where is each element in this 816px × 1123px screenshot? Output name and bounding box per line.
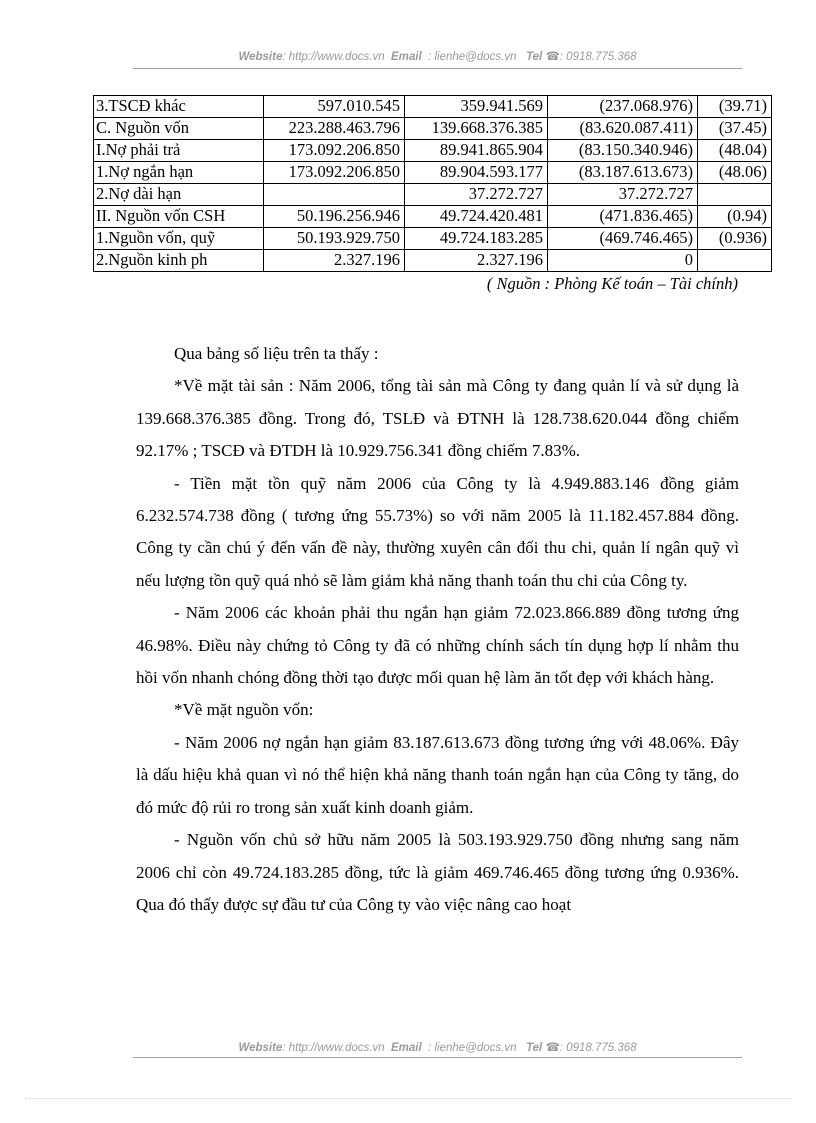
body-text — [136, 338, 739, 921]
table-cell: 89.904.593.177 — [405, 162, 548, 184]
table-cell: 597.010.545 — [264, 96, 405, 118]
table-cell: (37.45) — [698, 118, 772, 140]
row-label: 2.Nợ dài hạn — [94, 184, 264, 206]
table-cell: 89.941.865.904 — [405, 140, 548, 162]
paragraph: - Năm 2006 các khoản phải thu ngắn hạn giảm 72.023.866.889 đồng tương ứng 46.98%. Điều này chứng tỏ Công ty đã có những chính sách tín dụng hợp lí nhằm thu hồi vốn nhanh chóng đồng thời tạo được mối quan hệ làm ăn tốt đẹp với khách hàng. — [136, 603, 739, 688]
table-cell: 37.272.727 — [405, 184, 548, 206]
paragraph: Qua bảng số liệu trên ta thấy : — [174, 344, 379, 363]
email-label: Email — [391, 51, 422, 63]
table-cell: (469.746.465) — [548, 228, 698, 250]
website-label: Website — [238, 1042, 283, 1054]
tel-value: : 0918.775.368 — [559, 51, 637, 63]
paragraph: - Năm 2006 nợ ngắn hạn giảm 83.187.613.673 đồng tương ứng với 48.06%. Đây là dấu hiệu khả quan vì nó thể hiện khả năng thanh toán ngắn hạn của Công ty tăng, do đó mức độ rủi ro trong sản xuất kinh doanh giảm. — [136, 732, 739, 817]
table-cell: 0 — [548, 250, 698, 272]
phone-icon: ☎ — [545, 51, 560, 63]
table-row — [94, 206, 772, 228]
table-row — [94, 162, 772, 184]
table-cell: (83.187.613.673) — [548, 162, 698, 184]
tel-value: : 0918.775.368 — [559, 1042, 637, 1054]
row-label: 1.Nguồn vốn, quỹ — [94, 228, 264, 250]
table-cell: 49.724.420.481 — [405, 206, 548, 228]
table-cell: 2.327.196 — [264, 250, 405, 272]
page-header — [133, 49, 742, 63]
table-row — [94, 96, 772, 118]
email-value[interactable]: : lienhe@docs.vn — [428, 51, 517, 63]
tel-label: Tel — [526, 51, 543, 63]
table-cell: 359.941.569 — [405, 96, 548, 118]
table-cell: 49.724.183.285 — [405, 228, 548, 250]
table-cell — [698, 250, 772, 272]
table-cell: (83.150.340.946) — [548, 140, 698, 162]
row-label: 2.Nguồn kinh ph — [94, 250, 264, 272]
table-cell: 223.288.463.796 — [264, 118, 405, 140]
row-label: 1.Nợ ngắn hạn — [94, 162, 264, 184]
website-value[interactable]: : http://www.docs.vn — [282, 51, 385, 63]
table-cell: 139.668.376.385 — [405, 118, 548, 140]
email-label: Email — [391, 1042, 422, 1054]
table-cell: 173.092.206.850 — [264, 140, 405, 162]
page-edge-dotted-line — [25, 1098, 791, 1099]
table-row — [94, 250, 772, 272]
footer-divider — [133, 1057, 742, 1058]
table-cell: (0.936) — [698, 228, 772, 250]
paragraph: - Nguồn vốn chủ sở hữu năm 2005 là 503.193.929.750 đồng nhưng sang năm 2006 chỉ còn 49.724.183.285 đồng, tức là giảm 469.746.465 đồng tương ứng 0.936%. Qua đó thấy được sự đầu tư của Công ty vào việc nâng cao hoạt — [136, 830, 739, 914]
table-cell: 37.272.727 — [548, 184, 698, 206]
row-label: I.Nợ phải trả — [94, 140, 264, 162]
row-label: II. Nguồn vốn CSH — [94, 206, 264, 228]
table-row — [94, 184, 772, 206]
table-cell: 50.193.929.750 — [264, 228, 405, 250]
header-divider — [133, 68, 742, 69]
table-cell: 50.196.256.946 — [264, 206, 405, 228]
tel-label: Tel — [526, 1042, 543, 1054]
page-footer — [133, 1040, 742, 1054]
website-label: Website — [238, 51, 283, 63]
table-cell: (471.836.465) — [548, 206, 698, 228]
table-row — [94, 228, 772, 250]
table-cell: 173.092.206.850 — [264, 162, 405, 184]
table-row — [94, 140, 772, 162]
phone-icon: ☎ — [545, 1042, 560, 1054]
row-label: C. Nguồn vốn — [94, 118, 264, 140]
table-cell — [264, 184, 405, 206]
table-cell: (0.94) — [698, 206, 772, 228]
website-value[interactable]: : http://www.docs.vn — [282, 1042, 385, 1054]
table-cell: (39.71) — [698, 96, 772, 118]
table-cell: (83.620.087.411) — [548, 118, 698, 140]
email-value[interactable]: : lienhe@docs.vn — [428, 1042, 517, 1054]
table-source-note: ( Nguồn : Phòng Kế toán – Tài chính) — [486, 274, 738, 293]
financial-table — [93, 95, 772, 272]
paragraph: - Tiền mặt tồn quỹ năm 2006 của Công ty là 4.949.883.146 đồng giảm 6.232.574.738 đồng ( tương ứng 55.73%) so với năm 2005 là 11.182.457.884 đồng. Công ty cần chú ý đến vấn đề này, thường xuyên cân đối thu chi, quản lí ngân quỹ vì nếu lượng tồn quỹ quá nhỏ sẽ làm giảm khả năng thanh toán thu chi của Công ty. — [136, 473, 739, 590]
paragraph: *Về mặt tài sản : Năm 2006, tổng tài sản mà Công ty đang quản lí và sử dụng là 139.668.376.385 đồng. Trong đó, TSLĐ và ĐTNH là 128.738.620.044 đồng chiếm 92.17% ; TSCĐ và ĐTDH là 10.929.756.341 đồng chiếm 7.83%. — [136, 376, 739, 461]
table-cell — [698, 184, 772, 206]
table-cell: 2.327.196 — [405, 250, 548, 272]
row-label: 3.TSCĐ khác — [94, 96, 264, 118]
table-cell: (48.06) — [698, 162, 772, 184]
table-cell: (237.068.976) — [548, 96, 698, 118]
paragraph: *Về mặt nguồn vốn: — [174, 700, 314, 720]
table-row — [94, 118, 772, 140]
table-cell: (48.04) — [698, 140, 772, 162]
